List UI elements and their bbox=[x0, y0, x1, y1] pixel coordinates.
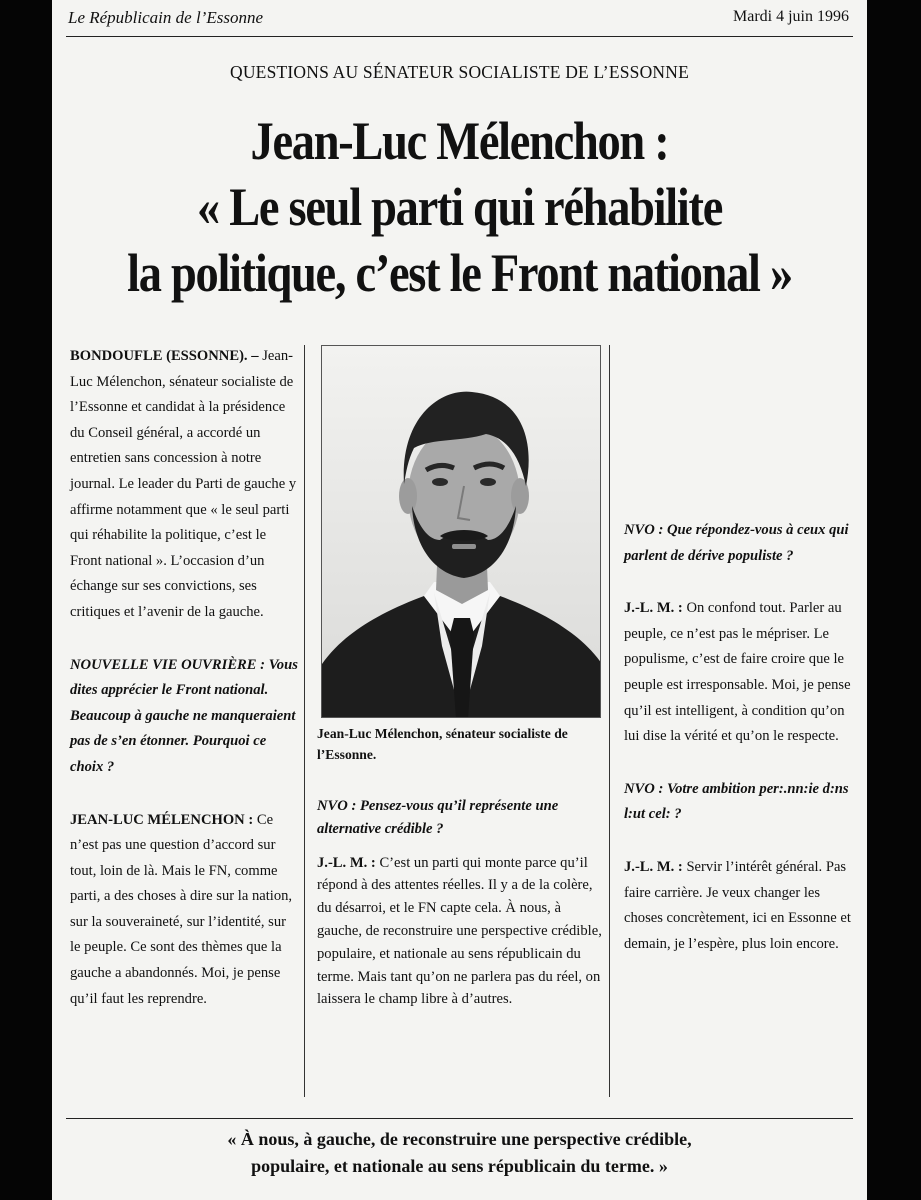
headline-line-3: la politique, c’est le Front national » bbox=[127, 243, 792, 303]
masthead-rule bbox=[66, 36, 853, 37]
newspaper-page bbox=[52, 0, 867, 1200]
answer-4 bbox=[624, 855, 852, 957]
newspaper-name: Le Républicain de l’Essonne bbox=[68, 8, 263, 27]
issue-date: Mardi 4 juin 1996 bbox=[733, 8, 849, 25]
question-3: NVO : Que répondez-vous à ceux qui parlent de dérive populiste ? bbox=[624, 522, 849, 564]
question-4: NVO : Votre ambition per:.nn:ie d:ns l:ut cel: ? bbox=[624, 780, 849, 823]
column-2 bbox=[313, 345, 610, 1100]
answer-1-speaker: JEAN-LUC MÉLENCHON : bbox=[70, 811, 254, 828]
masthead bbox=[68, 6, 849, 36]
portrait-illustration bbox=[322, 346, 601, 718]
kicker: QUESTIONS AU SÉNATEUR SOCIALISTE DE L’ESSONNE bbox=[230, 62, 689, 82]
headline-line-2: « Le seul parti qui réhabilite bbox=[196, 177, 723, 237]
column-2-text bbox=[317, 795, 607, 1011]
answer-2-text: C’est un parti qui monte parce qu’il répond à des attentes réelles. Il y a de la colère, du désarroi, et le FN capte cela. À nous, à gauche, de reconstruire une perspective crédible, populaire, et nationale au sens républicain du terme. Mais tant qu’on ne parlera pas du réel, on laissera le champ libre à d’autres. bbox=[317, 854, 602, 1008]
answer-2 bbox=[317, 852, 607, 1012]
headline bbox=[109, 108, 810, 306]
answer-1-text: Ce n’est pas une question d’accord sur tout, loin de là. Mais le FN, comme parti, a des choses à dire sur la nation, sur la souveraineté, sur l’identité, sur le peuple. Ce sont des thèmes que la gauche a abandonnés. Moi, je pense qu’il faut les reprendre. bbox=[70, 811, 293, 1007]
pull-quote-rule bbox=[66, 1118, 853, 1119]
pull-quote-line-1: « À nous, à gauche, de reconstruire une perspective crédible, bbox=[227, 1129, 692, 1149]
question-2: NVO : Pensez-vous qu’il représente une alternative crédible ? bbox=[317, 798, 559, 837]
dateline: BONDOUFLE (ESSONNE). – bbox=[70, 348, 259, 364]
column-1 bbox=[70, 344, 298, 1012]
question-1-text: Vous dites apprécier le Front national. Beaucoup à gauche ne manqueraient pas de s’en étonner. Pourquoi ce choix ? bbox=[70, 656, 298, 775]
answer-3-speaker: J.-L. M. : bbox=[624, 600, 683, 617]
pull-quote-line-2: populaire, et nationale au sens républicain du terme. » bbox=[251, 1156, 668, 1176]
answer-4-text: Servir l’intérêt général. Pas faire carrière. Je veux changer les choses concrètement, ici en Essonne et demain, je l’espère, plus loin encore. bbox=[624, 858, 851, 952]
lead-text: Jean-Luc Mélenchon, sénateur socialiste de l’Essonne et candidat à la présidence du Conseil général, a accordé un entretien sans concession à notre journal. Le leader du Parti de gauche y affirme notamment que « le seul parti qui réhabilite la politique, c’est le Front national ». L’occasion d’un échange sur ses convictions, ses critiques et l’avenir de la gauche. bbox=[70, 348, 297, 620]
answer-3 bbox=[624, 596, 852, 750]
answer-1 bbox=[70, 808, 298, 1013]
question-1-speaker: NOUVELLE VIE OUVRIÈRE : bbox=[70, 656, 266, 673]
portrait-photo bbox=[321, 345, 601, 718]
column-3 bbox=[624, 518, 852, 957]
answer-4-speaker: J.-L. M. : bbox=[624, 858, 683, 875]
photo-caption: Jean-Luc Mélenchon, sénateur socialiste de l’Essonne. bbox=[317, 726, 568, 762]
lead-paragraph bbox=[70, 344, 298, 626]
column-divider-left bbox=[304, 345, 305, 1097]
left-bezel bbox=[0, 0, 52, 1200]
headline-line-1: Jean-Luc Mélenchon : bbox=[250, 111, 669, 171]
right-bezel bbox=[867, 0, 921, 1200]
pull-quote bbox=[52, 1126, 867, 1180]
answer-2-speaker: J.-L. M. : bbox=[317, 854, 376, 871]
question-1 bbox=[70, 653, 298, 781]
answer-3-text: On confond tout. Parler au peuple, ce n’est pas le mépriser. Le populisme, c’est de faire croire que le peuple est irresponsable. Moi, je pense qu’il est intelligent, à condition qu’on lui dise la vérité et qu’on le respecte. bbox=[624, 600, 851, 745]
